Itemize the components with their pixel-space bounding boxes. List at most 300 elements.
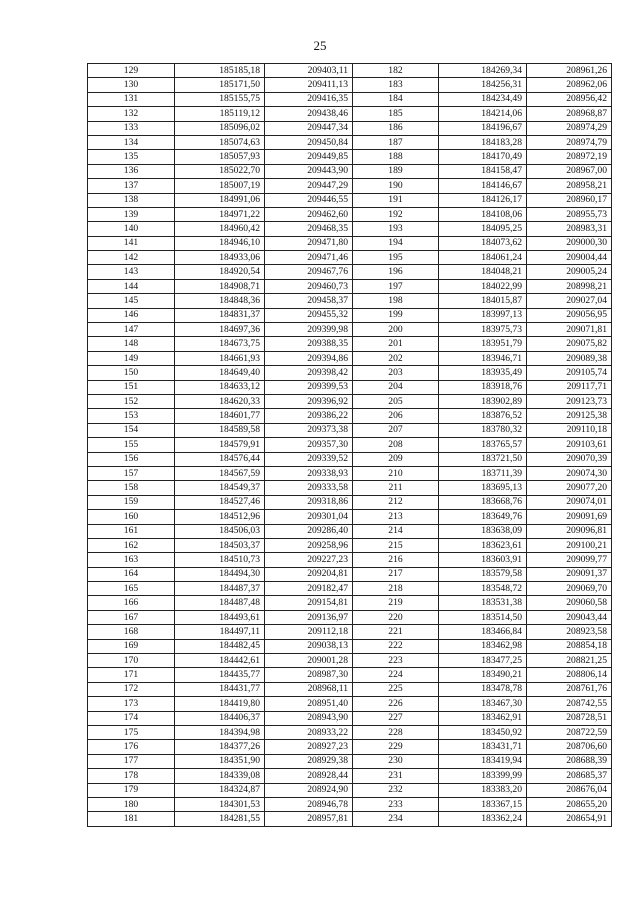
y-coordinate-cell: 209373,38 [265, 423, 353, 437]
x-coordinate-cell: 184269,34 [439, 64, 527, 78]
y-coordinate-cell: 209005,24 [527, 265, 612, 279]
point-number-cell: 223 [353, 654, 439, 668]
y-coordinate-cell: 208706,60 [527, 740, 612, 754]
x-coordinate-cell: 183367,15 [439, 797, 527, 811]
point-number-cell: 179 [88, 783, 175, 797]
x-coordinate-cell: 185057,93 [175, 150, 265, 164]
point-number-cell: 170 [88, 654, 175, 668]
y-coordinate-cell: 209399,98 [265, 323, 353, 337]
x-coordinate-cell: 184908,71 [175, 279, 265, 293]
table-row [88, 510, 612, 524]
table-row [88, 323, 612, 337]
x-coordinate-cell: 183918,76 [439, 380, 527, 394]
y-coordinate-cell: 209286,40 [265, 524, 353, 538]
y-coordinate-cell: 209388,35 [265, 337, 353, 351]
table-row [88, 294, 612, 308]
x-coordinate-cell: 183462,91 [439, 711, 527, 725]
x-coordinate-cell: 184482,45 [175, 639, 265, 653]
table-row [88, 164, 612, 178]
x-coordinate-cell: 183477,25 [439, 654, 527, 668]
y-coordinate-cell: 209074,30 [527, 466, 612, 480]
y-coordinate-cell: 209258,96 [265, 538, 353, 552]
y-coordinate-cell: 209447,29 [265, 179, 353, 193]
table-row [88, 639, 612, 653]
y-coordinate-cell: 209471,80 [265, 236, 353, 250]
y-coordinate-cell: 209038,13 [265, 639, 353, 653]
table-row [88, 308, 612, 322]
x-coordinate-cell: 183765,57 [439, 438, 527, 452]
x-coordinate-cell: 183490,21 [439, 668, 527, 682]
point-number-cell: 153 [88, 409, 175, 423]
y-coordinate-cell: 208974,79 [527, 135, 612, 149]
point-number-cell: 208 [353, 438, 439, 452]
table-row [88, 668, 612, 682]
x-coordinate-cell: 184946,10 [175, 236, 265, 250]
point-number-cell: 173 [88, 697, 175, 711]
y-coordinate-cell: 209060,58 [527, 596, 612, 610]
table-row [88, 769, 612, 783]
point-number-cell: 234 [353, 812, 439, 826]
y-coordinate-cell: 208854,18 [527, 639, 612, 653]
x-coordinate-cell: 184214,06 [439, 107, 527, 121]
y-coordinate-cell: 209318,86 [265, 495, 353, 509]
point-number-cell: 144 [88, 279, 175, 293]
y-coordinate-cell: 208987,30 [265, 668, 353, 682]
y-coordinate-cell: 209386,22 [265, 409, 353, 423]
point-number-cell: 171 [88, 668, 175, 682]
x-coordinate-cell: 183876,52 [439, 409, 527, 423]
y-coordinate-cell: 209333,58 [265, 481, 353, 495]
x-coordinate-cell: 185022,70 [175, 164, 265, 178]
x-coordinate-cell: 183531,38 [439, 596, 527, 610]
x-coordinate-cell: 183997,13 [439, 308, 527, 322]
x-coordinate-cell: 184493,61 [175, 610, 265, 624]
y-coordinate-cell: 209100,21 [527, 538, 612, 552]
point-number-cell: 192 [353, 207, 439, 221]
x-coordinate-cell: 184158,47 [439, 164, 527, 178]
point-number-cell: 159 [88, 495, 175, 509]
x-coordinate-cell: 184170,49 [439, 150, 527, 164]
point-number-cell: 233 [353, 797, 439, 811]
point-number-cell: 129 [88, 64, 175, 78]
y-coordinate-cell: 209301,04 [265, 510, 353, 524]
x-coordinate-cell: 183466,84 [439, 625, 527, 639]
point-number-cell: 185 [353, 107, 439, 121]
point-number-cell: 140 [88, 222, 175, 236]
point-number-cell: 165 [88, 582, 175, 596]
table-row [88, 711, 612, 725]
table-row [88, 135, 612, 149]
y-coordinate-cell: 208654,91 [527, 812, 612, 826]
x-coordinate-cell: 184506,03 [175, 524, 265, 538]
table-row [88, 481, 612, 495]
x-coordinate-cell: 184406,37 [175, 711, 265, 725]
x-coordinate-cell: 184549,37 [175, 481, 265, 495]
table-row [88, 553, 612, 567]
point-number-cell: 178 [88, 769, 175, 783]
x-coordinate-cell: 185171,50 [175, 78, 265, 92]
point-number-cell: 232 [353, 783, 439, 797]
y-coordinate-cell: 209117,71 [527, 380, 612, 394]
point-number-cell: 152 [88, 394, 175, 408]
y-coordinate-cell: 209091,37 [527, 567, 612, 581]
y-coordinate-cell: 208946,78 [265, 797, 353, 811]
y-coordinate-cell: 209071,81 [527, 323, 612, 337]
point-number-cell: 142 [88, 251, 175, 265]
x-coordinate-cell: 184831,37 [175, 308, 265, 322]
table-row [88, 380, 612, 394]
y-coordinate-cell: 208956,42 [527, 92, 612, 106]
y-coordinate-cell: 209438,46 [265, 107, 353, 121]
x-coordinate-cell: 183946,71 [439, 351, 527, 365]
point-number-cell: 175 [88, 725, 175, 739]
y-coordinate-cell: 209056,95 [527, 308, 612, 322]
point-number-cell: 189 [353, 164, 439, 178]
point-number-cell: 212 [353, 495, 439, 509]
point-number-cell: 218 [353, 582, 439, 596]
y-coordinate-cell: 209398,42 [265, 366, 353, 380]
y-coordinate-cell: 208943,90 [265, 711, 353, 725]
x-coordinate-cell: 183711,39 [439, 466, 527, 480]
point-number-cell: 201 [353, 337, 439, 351]
point-number-cell: 138 [88, 193, 175, 207]
y-coordinate-cell: 209443,90 [265, 164, 353, 178]
point-number-cell: 184 [353, 92, 439, 106]
point-number-cell: 188 [353, 150, 439, 164]
x-coordinate-cell: 184126,17 [439, 193, 527, 207]
x-coordinate-cell: 183548,72 [439, 582, 527, 596]
point-number-cell: 191 [353, 193, 439, 207]
table-row [88, 78, 612, 92]
y-coordinate-cell: 209089,38 [527, 351, 612, 365]
x-coordinate-cell: 184196,67 [439, 121, 527, 135]
y-coordinate-cell: 209460,73 [265, 279, 353, 293]
point-number-cell: 217 [353, 567, 439, 581]
y-coordinate-cell: 208951,40 [265, 697, 353, 711]
point-number-cell: 162 [88, 538, 175, 552]
point-number-cell: 186 [353, 121, 439, 135]
point-number-cell: 154 [88, 423, 175, 437]
x-coordinate-cell: 184394,98 [175, 725, 265, 739]
y-coordinate-cell: 209357,30 [265, 438, 353, 452]
x-coordinate-cell: 184351,90 [175, 754, 265, 768]
y-coordinate-cell: 208688,39 [527, 754, 612, 768]
x-coordinate-cell: 183419,94 [439, 754, 527, 768]
point-number-cell: 164 [88, 567, 175, 581]
x-coordinate-cell: 184234,49 [439, 92, 527, 106]
y-coordinate-cell: 209339,52 [265, 452, 353, 466]
x-coordinate-cell: 184960,42 [175, 222, 265, 236]
table-row [88, 236, 612, 250]
x-coordinate-cell: 184848,36 [175, 294, 265, 308]
y-coordinate-cell: 208983,31 [527, 222, 612, 236]
x-coordinate-cell: 183902,89 [439, 394, 527, 408]
x-coordinate-cell: 183721,50 [439, 452, 527, 466]
y-coordinate-cell: 209125,38 [527, 409, 612, 423]
point-number-cell: 163 [88, 553, 175, 567]
y-coordinate-cell: 209154,81 [265, 596, 353, 610]
table-row [88, 193, 612, 207]
y-coordinate-cell: 209447,34 [265, 121, 353, 135]
point-number-cell: 224 [353, 668, 439, 682]
point-number-cell: 230 [353, 754, 439, 768]
table-row [88, 92, 612, 106]
point-number-cell: 133 [88, 121, 175, 135]
x-coordinate-cell: 183638,09 [439, 524, 527, 538]
table-row [88, 279, 612, 293]
point-number-cell: 190 [353, 179, 439, 193]
y-coordinate-cell: 208968,11 [265, 682, 353, 696]
x-coordinate-cell: 184527,46 [175, 495, 265, 509]
x-coordinate-cell: 183668,76 [439, 495, 527, 509]
table-row [88, 337, 612, 351]
point-number-cell: 150 [88, 366, 175, 380]
y-coordinate-cell: 208933,22 [265, 725, 353, 739]
x-coordinate-cell: 183462,98 [439, 639, 527, 653]
point-number-cell: 196 [353, 265, 439, 279]
table-row [88, 495, 612, 509]
point-number-cell: 213 [353, 510, 439, 524]
point-number-cell: 168 [88, 625, 175, 639]
point-number-cell: 216 [353, 553, 439, 567]
table-row [88, 812, 612, 826]
table-row [88, 567, 612, 581]
point-number-cell: 227 [353, 711, 439, 725]
table-row [88, 697, 612, 711]
x-coordinate-cell: 183431,71 [439, 740, 527, 754]
point-number-cell: 193 [353, 222, 439, 236]
point-number-cell: 229 [353, 740, 439, 754]
y-coordinate-cell: 209182,47 [265, 582, 353, 596]
x-coordinate-cell: 184971,22 [175, 207, 265, 221]
x-coordinate-cell: 184567,59 [175, 466, 265, 480]
x-coordinate-cell: 185007,19 [175, 179, 265, 193]
y-coordinate-cell: 209468,35 [265, 222, 353, 236]
table-row [88, 438, 612, 452]
point-number-cell: 209 [353, 452, 439, 466]
point-number-cell: 197 [353, 279, 439, 293]
point-number-cell: 147 [88, 323, 175, 337]
x-coordinate-cell: 183579,58 [439, 567, 527, 581]
point-number-cell: 166 [88, 596, 175, 610]
x-coordinate-cell: 184487,48 [175, 596, 265, 610]
y-coordinate-cell: 208742,55 [527, 697, 612, 711]
x-coordinate-cell: 183935,49 [439, 366, 527, 380]
point-number-cell: 220 [353, 610, 439, 624]
y-coordinate-cell: 209043,44 [527, 610, 612, 624]
y-coordinate-cell: 208761,76 [527, 682, 612, 696]
x-coordinate-cell: 183362,24 [439, 812, 527, 826]
y-coordinate-cell: 209110,18 [527, 423, 612, 437]
point-number-cell: 215 [353, 538, 439, 552]
table-row [88, 797, 612, 811]
table-row [88, 121, 612, 135]
y-coordinate-cell: 209467,76 [265, 265, 353, 279]
x-coordinate-cell: 184512,96 [175, 510, 265, 524]
x-coordinate-cell: 184301,53 [175, 797, 265, 811]
y-coordinate-cell: 209449,85 [265, 150, 353, 164]
x-coordinate-cell: 184442,61 [175, 654, 265, 668]
table-row [88, 251, 612, 265]
x-coordinate-cell: 184073,62 [439, 236, 527, 250]
page-number: 25 [313, 38, 327, 53]
coordinates-table-body [88, 64, 612, 827]
y-coordinate-cell: 209074,01 [527, 495, 612, 509]
x-coordinate-cell: 184435,77 [175, 668, 265, 682]
point-number-cell: 176 [88, 740, 175, 754]
point-number-cell: 135 [88, 150, 175, 164]
coordinates-table [87, 63, 612, 827]
y-coordinate-cell: 209399,53 [265, 380, 353, 394]
y-coordinate-cell: 209227,23 [265, 553, 353, 567]
x-coordinate-cell: 184633,12 [175, 380, 265, 394]
point-number-cell: 174 [88, 711, 175, 725]
y-coordinate-cell: 208961,26 [527, 64, 612, 78]
table-row [88, 452, 612, 466]
x-coordinate-cell: 184339,08 [175, 769, 265, 783]
table-row [88, 179, 612, 193]
y-coordinate-cell: 208968,87 [527, 107, 612, 121]
y-coordinate-cell: 209416,35 [265, 92, 353, 106]
x-coordinate-cell: 183399,99 [439, 769, 527, 783]
y-coordinate-cell: 209450,84 [265, 135, 353, 149]
point-number-cell: 172 [88, 682, 175, 696]
y-coordinate-cell: 208806,14 [527, 668, 612, 682]
point-number-cell: 200 [353, 323, 439, 337]
y-coordinate-cell: 209099,77 [527, 553, 612, 567]
point-number-cell: 203 [353, 366, 439, 380]
y-coordinate-cell: 209027,04 [527, 294, 612, 308]
table-row [88, 409, 612, 423]
point-number-cell: 151 [88, 380, 175, 394]
x-coordinate-cell: 184324,87 [175, 783, 265, 797]
x-coordinate-cell: 184183,28 [439, 135, 527, 149]
x-coordinate-cell: 184620,33 [175, 394, 265, 408]
point-number-cell: 149 [88, 351, 175, 365]
y-coordinate-cell: 209091,69 [527, 510, 612, 524]
x-coordinate-cell: 184377,26 [175, 740, 265, 754]
y-coordinate-cell: 208685,37 [527, 769, 612, 783]
y-coordinate-cell: 209458,37 [265, 294, 353, 308]
y-coordinate-cell: 208927,23 [265, 740, 353, 754]
point-number-cell: 139 [88, 207, 175, 221]
point-number-cell: 181 [88, 812, 175, 826]
x-coordinate-cell: 185074,63 [175, 135, 265, 149]
point-number-cell: 141 [88, 236, 175, 250]
point-number-cell: 228 [353, 725, 439, 739]
point-number-cell: 221 [353, 625, 439, 639]
y-coordinate-cell: 208924,90 [265, 783, 353, 797]
table-row [88, 654, 612, 668]
point-number-cell: 134 [88, 135, 175, 149]
point-number-cell: 182 [353, 64, 439, 78]
point-number-cell: 187 [353, 135, 439, 149]
y-coordinate-cell: 209136,97 [265, 610, 353, 624]
y-coordinate-cell: 208957,81 [265, 812, 353, 826]
point-number-cell: 136 [88, 164, 175, 178]
x-coordinate-cell: 184920,54 [175, 265, 265, 279]
y-coordinate-cell: 209000,30 [527, 236, 612, 250]
x-coordinate-cell: 184487,37 [175, 582, 265, 596]
x-coordinate-cell: 184673,75 [175, 337, 265, 351]
y-coordinate-cell: 209077,20 [527, 481, 612, 495]
table-row [88, 682, 612, 696]
point-number-cell: 205 [353, 394, 439, 408]
y-coordinate-cell: 209103,61 [527, 438, 612, 452]
x-coordinate-cell: 185096,02 [175, 121, 265, 135]
y-coordinate-cell: 208821,25 [527, 654, 612, 668]
x-coordinate-cell: 184061,24 [439, 251, 527, 265]
table-row [88, 366, 612, 380]
table-row [88, 222, 612, 236]
y-coordinate-cell: 208655,20 [527, 797, 612, 811]
x-coordinate-cell: 184510,73 [175, 553, 265, 567]
y-coordinate-cell: 209204,81 [265, 567, 353, 581]
y-coordinate-cell: 209096,81 [527, 524, 612, 538]
point-number-cell: 210 [353, 466, 439, 480]
x-coordinate-cell: 184589,58 [175, 423, 265, 437]
y-coordinate-cell: 209112,18 [265, 625, 353, 639]
y-coordinate-cell: 208955,73 [527, 207, 612, 221]
table-row [88, 725, 612, 739]
x-coordinate-cell: 184108,06 [439, 207, 527, 221]
table-row [88, 107, 612, 121]
x-coordinate-cell: 183951,79 [439, 337, 527, 351]
table-row [88, 740, 612, 754]
table-row [88, 423, 612, 437]
y-coordinate-cell: 208962,06 [527, 78, 612, 92]
y-coordinate-cell: 209394,86 [265, 351, 353, 365]
x-coordinate-cell: 184649,40 [175, 366, 265, 380]
x-coordinate-cell: 184048,21 [439, 265, 527, 279]
point-number-cell: 202 [353, 351, 439, 365]
point-number-cell: 161 [88, 524, 175, 538]
x-coordinate-cell: 184661,93 [175, 351, 265, 365]
table-row [88, 466, 612, 480]
x-coordinate-cell: 184497,11 [175, 625, 265, 639]
table-row [88, 582, 612, 596]
table-row [88, 394, 612, 408]
point-number-cell: 169 [88, 639, 175, 653]
table-row [88, 207, 612, 221]
point-number-cell: 156 [88, 452, 175, 466]
x-coordinate-cell: 183695,13 [439, 481, 527, 495]
x-coordinate-cell: 185185,18 [175, 64, 265, 78]
table-row [88, 150, 612, 164]
table-row [88, 524, 612, 538]
x-coordinate-cell: 183467,30 [439, 697, 527, 711]
point-number-cell: 145 [88, 294, 175, 308]
point-number-cell: 194 [353, 236, 439, 250]
table-row [88, 610, 612, 624]
point-number-cell: 158 [88, 481, 175, 495]
x-coordinate-cell: 183450,92 [439, 725, 527, 739]
table-row [88, 265, 612, 279]
x-coordinate-cell: 184022,99 [439, 279, 527, 293]
point-number-cell: 167 [88, 610, 175, 624]
point-number-cell: 214 [353, 524, 439, 538]
y-coordinate-cell: 209001,28 [265, 654, 353, 668]
x-coordinate-cell: 184601,77 [175, 409, 265, 423]
table-row [88, 754, 612, 768]
point-number-cell: 226 [353, 697, 439, 711]
x-coordinate-cell: 184933,06 [175, 251, 265, 265]
y-coordinate-cell: 209455,32 [265, 308, 353, 322]
table-row [88, 783, 612, 797]
y-coordinate-cell: 208928,44 [265, 769, 353, 783]
point-number-cell: 155 [88, 438, 175, 452]
point-number-cell: 207 [353, 423, 439, 437]
